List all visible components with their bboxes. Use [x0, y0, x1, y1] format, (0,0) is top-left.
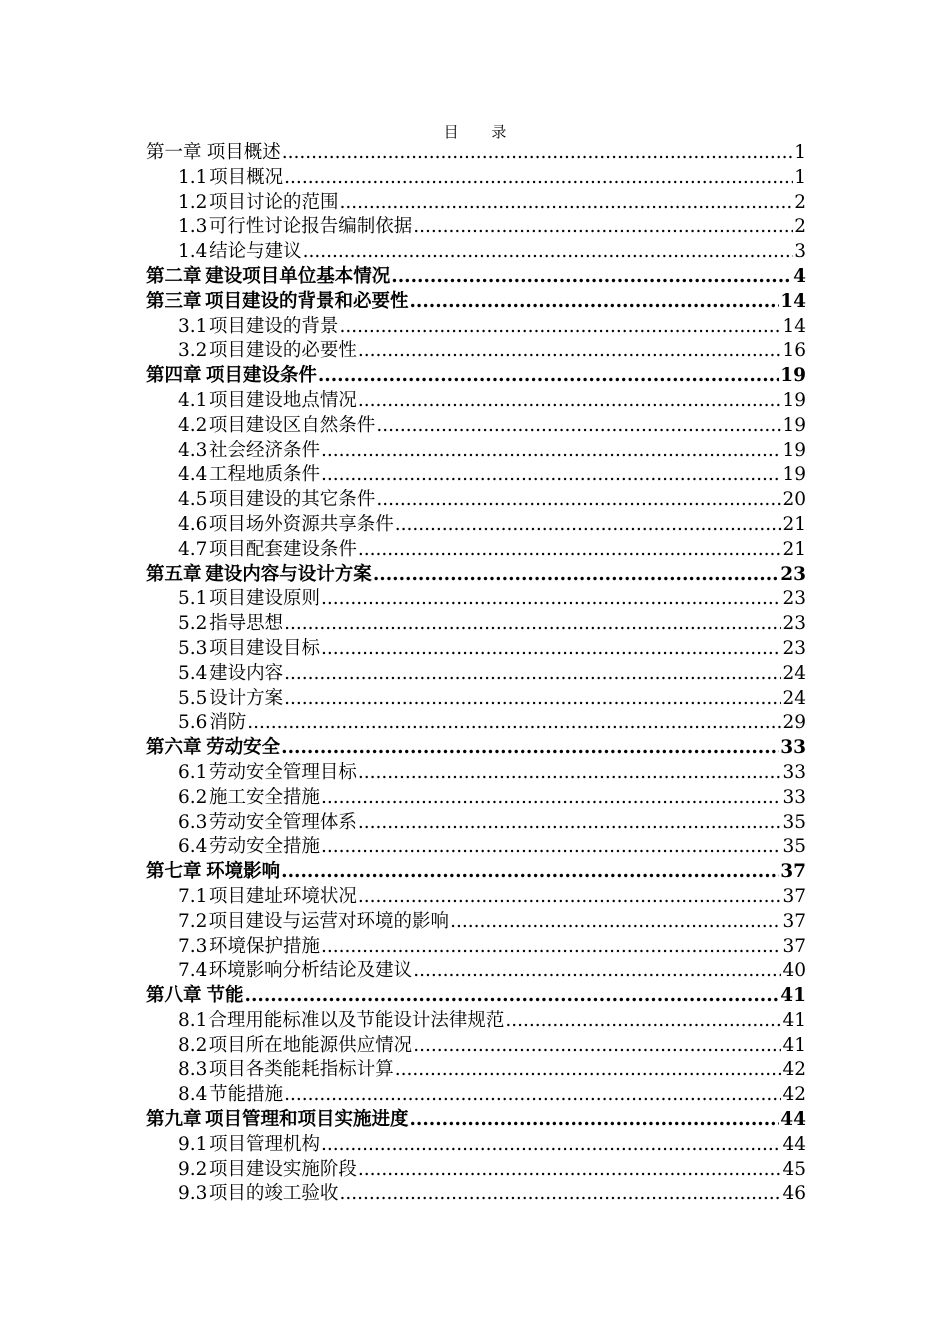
entry-number: 第八章 — [146, 985, 202, 1007]
entry-label: 项目管理和项目实施进度 — [204, 1109, 409, 1131]
dot-leader — [358, 885, 782, 910]
toc-section-entry[interactable] — [146, 240, 806, 265]
dot-leader — [409, 1108, 779, 1133]
toc-section-entry[interactable] — [146, 488, 806, 513]
entry-number: 1.4 — [178, 241, 208, 263]
entry-page-number: 35 — [782, 836, 806, 858]
entry-page-number: 42 — [782, 1084, 806, 1106]
entry-number: 7.2 — [178, 910, 208, 932]
toc-section-entry[interactable] — [146, 786, 806, 811]
toc-section-entry[interactable] — [146, 910, 806, 935]
dot-leader — [321, 835, 781, 860]
dot-leader — [284, 612, 781, 637]
toc-section-entry[interactable] — [146, 711, 806, 736]
entry-page-number: 23 — [780, 563, 806, 585]
toc-section-entry[interactable] — [146, 215, 806, 240]
entry-page-number: 16 — [782, 340, 806, 362]
dot-leader — [282, 141, 793, 166]
entry-label: 项目各类能耗指标计算 — [208, 1059, 394, 1081]
toc-chapter-entry[interactable] — [146, 984, 806, 1009]
toc-section-entry[interactable] — [146, 1034, 806, 1059]
entry-number: 9.3 — [178, 1183, 208, 1205]
entry-number: 6.3 — [178, 811, 208, 833]
dot-leader — [339, 1182, 781, 1207]
entry-number: 9.1 — [178, 1133, 208, 1155]
entry-label: 工程地质条件 — [208, 464, 320, 486]
entry-page-number: 2 — [794, 216, 806, 238]
entry-label: 劳动安全 — [206, 737, 281, 759]
toc-section-entry[interactable] — [146, 315, 806, 340]
entry-label: 劳动安全措施 — [208, 836, 320, 858]
dot-leader — [245, 984, 780, 1009]
entry-label: 劳动安全管理体系 — [208, 811, 357, 833]
entry-page-number: 46 — [782, 1183, 806, 1205]
entry-page-number: 45 — [782, 1158, 806, 1180]
entry-page-number: 4 — [793, 265, 806, 287]
entry-label: 项目建设实施阶段 — [208, 1158, 357, 1180]
entry-label: 项目建址环境状况 — [208, 885, 357, 907]
entry-page-number: 35 — [782, 811, 806, 833]
dot-leader — [303, 240, 794, 265]
entry-number: 4.5 — [178, 489, 208, 511]
toc-title: 目 录 — [443, 123, 521, 141]
entry-number: 7.1 — [178, 885, 208, 907]
toc-chapter-entry[interactable] — [146, 736, 806, 761]
entry-page-number: 14 — [780, 290, 806, 312]
dot-leader — [321, 439, 781, 464]
entry-page-number: 33 — [780, 737, 806, 759]
dot-leader — [339, 191, 793, 216]
entry-label: 结论与建议 — [209, 241, 302, 263]
toc-section-entry[interactable] — [146, 1009, 806, 1034]
entry-page-number: 41 — [782, 1009, 806, 1031]
entry-page-number: 20 — [782, 489, 806, 511]
dot-leader — [321, 637, 781, 662]
entry-number: 第四章 — [146, 365, 202, 387]
entry-page-number: 3 — [794, 241, 806, 263]
entry-page-number: 14 — [782, 315, 806, 337]
dot-leader — [391, 265, 792, 290]
entry-page-number: 19 — [782, 464, 806, 486]
toc-section-entry[interactable] — [146, 191, 806, 216]
dot-leader — [358, 1158, 782, 1183]
entry-number: 4.4 — [178, 464, 208, 486]
toc-section-entry[interactable] — [146, 662, 806, 687]
dot-leader — [339, 315, 781, 340]
dot-leader — [413, 1034, 781, 1059]
entry-number: 4.1 — [178, 389, 208, 411]
entry-page-number: 37 — [780, 861, 806, 883]
entry-page-number: 23 — [782, 613, 806, 635]
toc-section-entry[interactable] — [146, 835, 806, 860]
entry-page-number: 23 — [782, 588, 806, 610]
entry-label: 项目建设目标 — [208, 637, 320, 659]
dot-leader — [321, 1133, 781, 1158]
toc-section-entry[interactable] — [146, 463, 806, 488]
dot-leader — [321, 935, 781, 960]
entry-number: 9.2 — [178, 1158, 208, 1180]
dot-leader — [505, 1009, 781, 1034]
dot-leader — [247, 711, 781, 736]
entry-page-number: 24 — [782, 687, 806, 709]
toc-chapter-entry[interactable] — [146, 563, 806, 588]
entry-label: 项目建设的背景和必要性 — [204, 290, 409, 312]
toc-list — [146, 141, 806, 1207]
toc-chapter-entry[interactable] — [146, 141, 806, 166]
entry-label: 项目建设与运营对环境的影响 — [208, 910, 450, 932]
entry-page-number: 37 — [782, 935, 806, 957]
entry-page-number: 21 — [782, 538, 806, 560]
entry-label: 可行性讨论报告编制依据 — [208, 216, 413, 238]
entry-page-number: 2 — [794, 191, 806, 213]
entry-number: 5.5 — [178, 687, 208, 709]
entry-number: 第五章 — [146, 563, 202, 585]
toc-section-entry[interactable] — [146, 1133, 806, 1158]
dot-leader — [321, 463, 781, 488]
entry-number: 8.4 — [178, 1084, 208, 1106]
entry-page-number: 29 — [782, 712, 806, 734]
entry-number: 7.4 — [178, 960, 208, 982]
entry-page-number: 1 — [794, 166, 806, 188]
entry-number: 5.1 — [178, 588, 208, 610]
dot-leader — [395, 1058, 782, 1083]
entry-number: 5.6 — [178, 712, 208, 734]
entry-number: 第九章 — [146, 1109, 202, 1131]
entry-number: 3.1 — [178, 315, 208, 337]
toc-section-entry[interactable] — [146, 389, 806, 414]
entry-page-number: 37 — [782, 910, 806, 932]
entry-page-number: 44 — [780, 1109, 806, 1131]
entry-page-number: 40 — [782, 960, 806, 982]
entry-label: 环境影响分析结论及建议 — [208, 960, 413, 982]
entry-label: 项目建设原则 — [208, 588, 320, 610]
entry-page-number: 19 — [780, 365, 806, 387]
entry-label: 项目的竣工验收 — [208, 1183, 339, 1205]
entry-number: 4.2 — [178, 414, 208, 436]
entry-number: 第七章 — [146, 861, 202, 883]
entry-number: 8.2 — [178, 1034, 208, 1056]
entry-label: 项目概述 — [206, 142, 281, 163]
toc-chapter-entry[interactable] — [146, 860, 806, 885]
entry-number: 5.3 — [178, 637, 208, 659]
entry-number: 5.2 — [178, 613, 208, 635]
entry-label: 项目场外资源共享条件 — [208, 513, 394, 535]
toc-chapter-entry[interactable] — [146, 1108, 806, 1133]
toc-section-entry[interactable] — [146, 959, 806, 984]
entry-label: 建设内容与设计方案 — [205, 563, 372, 585]
entry-page-number: 24 — [782, 662, 806, 684]
toc-section-entry[interactable] — [146, 1182, 806, 1207]
entry-page-number: 42 — [782, 1059, 806, 1081]
dot-leader — [409, 290, 779, 315]
entry-label: 指导思想 — [209, 613, 284, 635]
toc-chapter-entry[interactable] — [146, 265, 806, 290]
dot-leader — [395, 513, 782, 538]
entry-page-number: 23 — [782, 637, 806, 659]
entry-label: 项目建设的其它条件 — [208, 489, 376, 511]
toc-section-entry[interactable] — [146, 1058, 806, 1083]
dot-leader — [281, 860, 779, 885]
entry-number: 8.1 — [178, 1009, 208, 1031]
entry-label: 建设内容 — [209, 662, 284, 684]
entry-label: 消防 — [209, 712, 247, 734]
dot-leader — [358, 339, 782, 364]
entry-number: 3.2 — [178, 340, 208, 362]
entry-page-number: 1 — [794, 142, 806, 163]
dot-leader — [281, 736, 779, 761]
entry-page-number: 41 — [782, 1034, 806, 1056]
toc-section-entry[interactable] — [146, 637, 806, 662]
dot-leader — [413, 215, 793, 240]
entry-page-number: 33 — [782, 786, 806, 808]
entry-number: 第三章 — [146, 290, 202, 312]
toc-section-entry[interactable] — [146, 811, 806, 836]
entry-label: 节能措施 — [209, 1084, 284, 1106]
entry-label: 建设项目单位基本情况 — [205, 265, 391, 287]
dot-leader — [376, 488, 781, 513]
entry-page-number: 41 — [780, 985, 806, 1007]
entry-page-number: 44 — [782, 1133, 806, 1155]
entry-number: 4.7 — [178, 538, 208, 560]
entry-label: 劳动安全管理目标 — [208, 761, 357, 783]
entry-label: 社会经济条件 — [208, 439, 320, 461]
entry-label: 环境保护措施 — [208, 935, 320, 957]
entry-page-number: 33 — [782, 761, 806, 783]
toc-section-entry[interactable] — [146, 587, 806, 612]
toc-section-entry[interactable] — [146, 439, 806, 464]
toc-section-entry[interactable] — [146, 339, 806, 364]
dot-leader — [284, 1083, 781, 1108]
entry-number: 1.3 — [178, 216, 208, 238]
entry-number: 7.3 — [178, 935, 208, 957]
dot-leader — [413, 959, 781, 984]
entry-number: 1.2 — [178, 191, 208, 213]
entry-label: 环境影响 — [206, 861, 281, 883]
entry-label: 设计方案 — [209, 687, 284, 709]
entry-page-number: 21 — [782, 513, 806, 535]
toc-section-entry[interactable] — [146, 414, 806, 439]
toc-section-entry[interactable] — [146, 166, 806, 191]
entry-number: 6.2 — [178, 786, 208, 808]
entry-number: 5.4 — [178, 662, 208, 684]
toc-chapter-entry[interactable] — [146, 364, 806, 389]
dot-leader — [376, 414, 781, 439]
entry-label: 项目建设区自然条件 — [208, 414, 376, 436]
entry-label: 项目管理机构 — [208, 1133, 320, 1155]
entry-number: 第六章 — [146, 737, 202, 759]
entry-label: 项目所在地能源供应情况 — [208, 1034, 413, 1056]
entry-number: 第一章 — [146, 142, 202, 163]
entry-number: 4.3 — [178, 439, 208, 461]
entry-number: 4.6 — [178, 513, 208, 535]
entry-label: 项目建设地点情况 — [208, 389, 357, 411]
entry-page-number: 19 — [782, 439, 806, 461]
dot-leader — [284, 166, 793, 191]
toc-section-entry[interactable] — [146, 612, 806, 637]
entry-number: 1.1 — [178, 166, 208, 188]
dot-leader — [373, 563, 779, 588]
entry-page-number: 37 — [782, 885, 806, 907]
entry-page-number: 19 — [782, 389, 806, 411]
toc-section-entry[interactable] — [146, 1158, 806, 1183]
entry-number: 6.4 — [178, 836, 208, 858]
toc-section-entry[interactable] — [146, 935, 806, 960]
dot-leader — [358, 811, 782, 836]
toc-section-entry[interactable] — [146, 538, 806, 563]
toc-section-entry[interactable] — [146, 885, 806, 910]
toc-section-entry[interactable] — [146, 513, 806, 538]
toc-section-entry[interactable] — [146, 761, 806, 786]
dot-leader — [321, 587, 781, 612]
entry-number: 8.3 — [178, 1059, 208, 1081]
dot-leader — [358, 389, 782, 414]
dot-leader — [321, 786, 781, 811]
toc-chapter-entry[interactable] — [146, 290, 806, 315]
dot-leader — [284, 687, 781, 712]
toc-section-entry[interactable] — [146, 687, 806, 712]
entry-label: 项目概况 — [209, 166, 284, 188]
dot-leader — [284, 662, 781, 687]
entry-label: 合理用能标准以及节能设计法律规范 — [208, 1009, 505, 1031]
entry-label: 项目建设的必要性 — [208, 340, 357, 362]
entry-label: 项目配套建设条件 — [208, 538, 357, 560]
entry-page-number: 19 — [782, 414, 806, 436]
entry-label: 项目讨论的范围 — [208, 191, 339, 213]
entry-label: 施工安全措施 — [208, 786, 320, 808]
entry-number: 第二章 — [146, 265, 202, 287]
entry-label: 节能 — [206, 985, 244, 1007]
entry-label: 项目建设的背景 — [208, 315, 339, 337]
dot-leader — [358, 761, 782, 786]
toc-section-entry[interactable] — [146, 1083, 806, 1108]
entry-number: 6.1 — [178, 761, 208, 783]
dot-leader — [358, 538, 782, 563]
entry-label: 项目建设条件 — [205, 365, 317, 387]
dot-leader — [318, 364, 779, 389]
dot-leader — [450, 910, 781, 935]
